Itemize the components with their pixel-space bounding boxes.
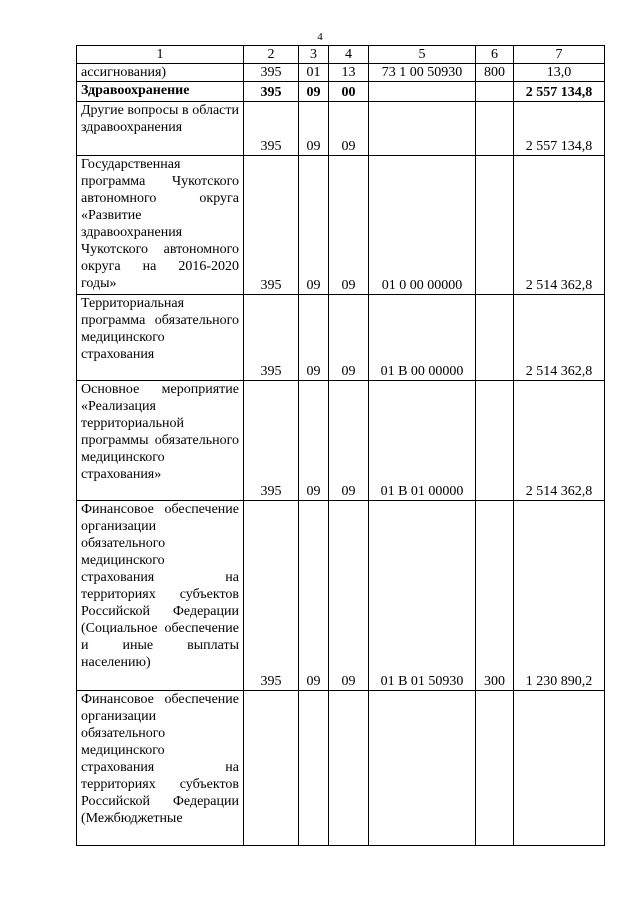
- row-amount: 2 514 362,8: [514, 295, 605, 381]
- row-amount: 2 514 362,8: [514, 156, 605, 295]
- row-name: ассигнования): [77, 64, 244, 82]
- header-col-5: 5: [369, 46, 476, 64]
- budget-table: [76, 45, 605, 846]
- row-grbs: 395: [244, 295, 299, 381]
- row-vr: [476, 102, 514, 156]
- row-pr: 09: [329, 381, 369, 501]
- table-row: [77, 102, 605, 156]
- header-col-4: 4: [329, 46, 369, 64]
- row-rz: [299, 691, 329, 846]
- row-amount: 2 514 362,8: [514, 381, 605, 501]
- page-number: 4: [317, 31, 323, 43]
- header-col-2: 2: [244, 46, 299, 64]
- row-name: Территориальная программа обязательного медицинского страхования: [77, 295, 244, 381]
- row-pr: 13: [329, 64, 369, 82]
- row-pr: 09: [329, 102, 369, 156]
- row-amount: [514, 691, 605, 846]
- row-amount: 2 557 134,8: [514, 82, 605, 102]
- row-csr: 01 0 00 00000: [369, 156, 476, 295]
- row-grbs: 395: [244, 102, 299, 156]
- row-pr: [329, 691, 369, 846]
- table-row: [77, 64, 605, 82]
- header-col-1: 1: [77, 46, 244, 64]
- header-col-7: 7: [514, 46, 605, 64]
- table-row: [77, 82, 605, 102]
- row-rz: 09: [299, 501, 329, 691]
- row-rz: 01: [299, 64, 329, 82]
- row-rz: 09: [299, 82, 329, 102]
- row-name: Финансовое обеспечение организации обязательного медицинского страхования на территориях субъектов Российской Федерации (Социальное обеспечение и иные выплаты населению): [77, 501, 244, 691]
- row-amount: 1 230 890,2: [514, 501, 605, 691]
- row-vr: [476, 691, 514, 846]
- row-grbs: 395: [244, 64, 299, 82]
- row-csr: 01 В 00 00000: [369, 295, 476, 381]
- row-name: Финансовое обеспечение организации обязательного медицинского страхования на территориях субъектов Российской Федерации (Межбюджетные: [77, 691, 244, 846]
- row-pr: 09: [329, 501, 369, 691]
- row-rz: 09: [299, 156, 329, 295]
- row-pr: 00: [329, 82, 369, 102]
- row-csr: [369, 82, 476, 102]
- table-header-row: [77, 46, 605, 64]
- row-vr: [476, 295, 514, 381]
- row-vr: [476, 381, 514, 501]
- row-csr: [369, 691, 476, 846]
- row-vr: [476, 82, 514, 102]
- row-pr: 09: [329, 295, 369, 381]
- row-pr: 09: [329, 156, 369, 295]
- row-vr: [476, 156, 514, 295]
- row-amount: 13,0: [514, 64, 605, 82]
- table-row: [77, 501, 605, 691]
- row-rz: 09: [299, 381, 329, 501]
- table-row: [77, 381, 605, 501]
- row-name: Здравоохранение: [77, 82, 244, 102]
- row-csr: 73 1 00 50930: [369, 64, 476, 82]
- row-grbs: [244, 691, 299, 846]
- header-col-6: 6: [476, 46, 514, 64]
- row-name: Основное мероприятие «Реализация территориальной программы обязательного медицинского страхования»: [77, 381, 244, 501]
- row-grbs: 395: [244, 381, 299, 501]
- row-csr: [369, 102, 476, 156]
- row-name: Государственная программа Чукотского автономного округа «Развитие здравоохранения Чукотского автономного округа на 2016-2020 годы»: [77, 156, 244, 295]
- row-grbs: 395: [244, 156, 299, 295]
- row-amount: 2 557 134,8: [514, 102, 605, 156]
- header-col-3: 3: [299, 46, 329, 64]
- row-vr: 300: [476, 501, 514, 691]
- table-row: [77, 156, 605, 295]
- row-csr: 01 В 01 50930: [369, 501, 476, 691]
- row-grbs: 395: [244, 501, 299, 691]
- table-row: [77, 691, 605, 846]
- row-grbs: 395: [244, 82, 299, 102]
- row-rz: 09: [299, 295, 329, 381]
- row-name: Другие вопросы в области здравоохранения: [77, 102, 244, 156]
- row-vr: 800: [476, 64, 514, 82]
- row-csr: 01 В 01 00000: [369, 381, 476, 501]
- table-row: [77, 295, 605, 381]
- row-rz: 09: [299, 102, 329, 156]
